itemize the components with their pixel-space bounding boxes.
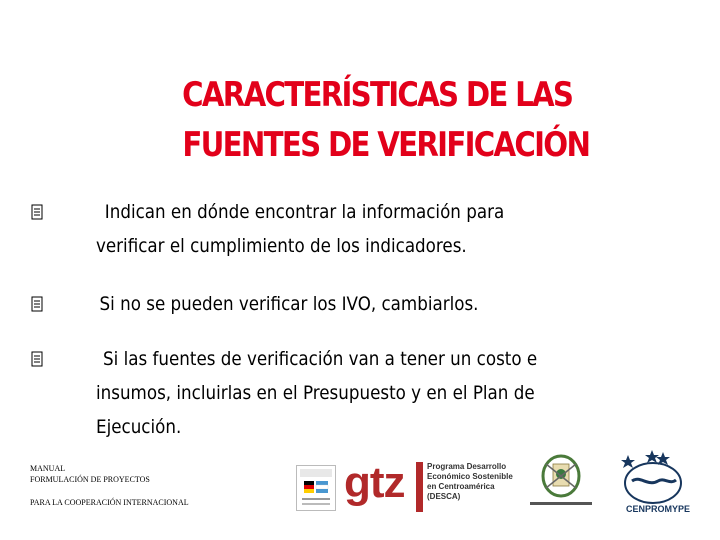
ministerio-economia-seal <box>522 448 600 510</box>
document-icon <box>30 351 44 367</box>
bullet-line: Ejecución. <box>96 416 182 438</box>
desca-line: Programa Desarrollo <box>427 462 507 471</box>
footer-manual-title <box>30 463 150 485</box>
desca-line: Económico Sostenible <box>427 472 513 481</box>
bullet-line: Si no se pueden verificar los IVO, cambiarlos. <box>99 293 479 315</box>
document-icon <box>30 204 44 220</box>
bullet-line: verificar el cumplimiento de los indicadores. <box>96 235 467 257</box>
footer-subtitle: PARA LA COOPERACIÓN INTERNACIONAL <box>30 498 189 507</box>
bullet-line: Si las fuentes de verificación van a tener un costo e <box>103 348 538 370</box>
gtz-logo: gtz <box>344 458 405 507</box>
footer-line: MANUAL <box>30 464 66 473</box>
cooperacion-alemana-logo <box>296 465 336 511</box>
cenpromype-name: CENPROMYPE <box>626 504 691 514</box>
bullet-item <box>30 287 720 321</box>
bullet-line: Indican en dónde encontrar la información para <box>104 201 505 223</box>
cenpromype-logo <box>618 447 688 505</box>
desca-line: (DESCA) <box>427 492 461 501</box>
footer-line: FORMULACIÓN DE PROYECTOS <box>30 475 150 484</box>
desca-logo <box>416 462 519 512</box>
bullet-item <box>30 195 720 263</box>
document-icon <box>30 296 44 312</box>
desca-line: en Centroamérica <box>427 482 495 491</box>
bullet-line: insumos, incluirlas en el Presupuesto y en el Plan de <box>96 382 535 404</box>
title-line-1: CARACTERÍSTICAS DE LAS <box>182 75 573 115</box>
bullet-item <box>30 342 720 444</box>
slide-title <box>50 70 669 170</box>
title-line-2: FUENTES DE VERIFICACIÓN <box>182 125 590 165</box>
